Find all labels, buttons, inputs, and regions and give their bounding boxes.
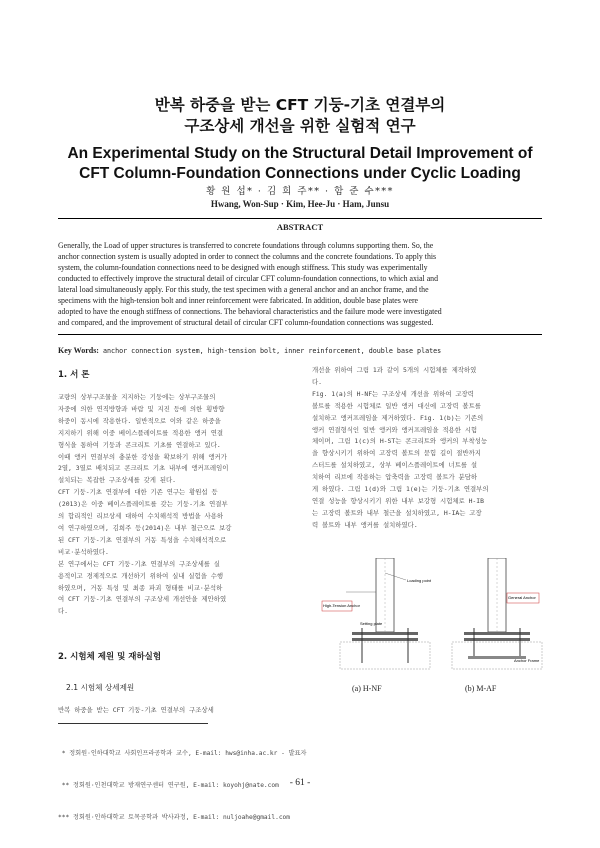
text-line: 여 CFT 기둥-기초 연결부의 구조상세 개선안을 제안하였 (58, 595, 227, 604)
title-english (0, 144, 600, 184)
text-line: 된 CFT 기둥-기초 연결부의 거동 특성을 수치해석적으로 (58, 535, 227, 544)
text-line: 2열, 3열로 배치되고 콘크리트 기초 내부에 앵커프레임이 (58, 464, 229, 473)
title-korean (0, 95, 600, 137)
text-line: CFT 기둥-기초 연결부에 대한 기존 연구는 황원섭 등 (58, 488, 218, 497)
figure-a-h-nf (322, 558, 432, 669)
abstract-body (58, 240, 542, 328)
authors-english: Hwang, Won-Sup · Kim, Hee-Ju · Ham, Junsu (210, 199, 390, 209)
figure-b-m-af (452, 558, 542, 669)
keywords-label: Key Words: (58, 346, 99, 355)
text-line: 체이며, 그림 1(c)의 H-ST는 콘크리트와 앵커의 부착성능 (312, 437, 488, 446)
figure-label-high-tension-anchor: High-Tension Anchor (323, 603, 360, 608)
text-line: Fig. 1(a)의 H-NF는 구조상세 개선을 위하여 고장력 (312, 389, 474, 398)
figure-label-loading-point: Loading point (407, 578, 432, 583)
abstract-line: specimens with the high-tension bolt and inner reinforcement were fabricated. In addition, double base plates were (58, 296, 419, 306)
text-line: 는 고장력 볼트와 내부 철근을 설치하였고, H-IA는 고장 (312, 508, 482, 517)
text-line: 볼트를 적용한 시험체로 일반 앵커 대신에 고장력 볼트를 (312, 401, 481, 410)
text-line: 하중이 동시에 작용한다. 일반적으로 이와 같은 하중을 (58, 416, 221, 425)
figure-caption-a: (a) H-NF (352, 684, 382, 693)
abstract-line: lateral load simultaneously apply. For this study, the test specimen with a general anchor and an anchor frame, and the (58, 285, 429, 295)
figure-label-general-anchor: General Anchor (508, 595, 536, 600)
text-line: 개선을 위하여 그림 1과 같이 5개의 시험체를 제작하였 (312, 366, 477, 374)
abstract-line: and compared, and the improvement of structural detail of circular CFT column-foundation connections was suggested. (58, 318, 434, 328)
text-line: 치하여 리브에 작용하는 압축력을 고장력 볼트가 분담하 (312, 473, 478, 482)
abstract-bottom-rule (58, 334, 542, 335)
section-2-title: 2. 시험체 제원 및 재하실험 (58, 652, 162, 662)
footnote-rule (58, 723, 208, 724)
figure-caption-b: (b) M-AF (465, 684, 497, 693)
text-line: 하였으며, 거동 특성 및 최종 파괴 형태를 비교·분석하 (58, 583, 223, 592)
abstract-line: anchor connection system is usually adopted in order to connect the columns and the concrete foundations. To apply this (58, 252, 437, 262)
authors-korean: 황 원 섭* · 김 희 주** · 함 준 수*** (206, 186, 394, 197)
text-line: 연결 성능을 향상시키기 위한 내부 보강형 시험체로 H-IB (312, 496, 484, 505)
text-line: 다. (312, 377, 323, 386)
title-english-line-1: An Experimental Study on the Structural Detail Improvement of (67, 145, 533, 162)
text-line: 앵커 연결형식인 일반 앵커와 앵커프레임을 적용한 시험 (312, 425, 478, 434)
left-column-last-line: 반복 하중을 받는 CFT 기둥-기초 연결부의 구조상세 (58, 706, 214, 714)
title-english-line-2: CFT Column-Foundation Connections under Cyclic Loading (79, 165, 521, 182)
footnote-3: *** 정회원·인하대학교 토목공학과 박사과정, E-mail: nuljoahe@gmail.com (58, 813, 290, 821)
title-korean-line-2: 구조상세 개선을 위한 실험적 연구 (184, 117, 416, 135)
footnote-1: * 정회원·인하대학교 사회인프라공학과 교수, E-mail: hws@inha.ac.kr - 발표자 (58, 750, 307, 758)
text-line: 비교·분석하였다. (58, 547, 109, 556)
abstract-line: system, the column-foundation connections need to be designed with enough stiffness. This study was experimentally (58, 263, 428, 273)
text-line: 지지하기 위해 이중 베이스플레이트를 적용한 앵커 연결 (58, 428, 224, 437)
abstract-line: conducted to effectively improve the structural detail of circular CFT column-foundation connections, to which axial and (58, 274, 439, 284)
text-line: 이때 앵커 연결부의 충분한 강성을 확보하기 위해 앵커가 (58, 452, 227, 461)
figure-label-anchor-frame: Anchor Frame (514, 658, 540, 663)
text-line: 게 하였다. 그림 1(d)와 그림 1(e)는 기둥-기초 연결부의 (312, 485, 489, 494)
text-line: 력 볼트와 내부 앵커를 설치하였다. (312, 520, 418, 529)
keywords (58, 346, 542, 355)
text-line: 여 연구하였으며, 김희주 등(2014)은 내부 철근으로 보강 (58, 523, 232, 532)
text-line: 의 합리적인 리브상세 대하여 수치해석적 방법을 사용하 (58, 512, 224, 521)
text-line: 을 향상시키기 위하여 고장력 볼트의 묻힘 길이 절반까지 (312, 449, 481, 458)
abstract-top-rule (58, 218, 542, 219)
page-number: - 61 - (289, 778, 311, 788)
figure-specimens (312, 558, 544, 678)
text-line: 설치되는 복잡한 구조상세를 갖게 된다. (58, 476, 177, 485)
abstract-line: adopted to have the enough stiffness of connections. The behavioral characteristics and the failure mode were investigated (58, 307, 442, 317)
text-line: 스터드를 설치하였고, 상부 베이스플레이트에 너트를 설 (312, 461, 478, 470)
text-line: 교량의 상부구조물을 지지하는 기둥에는 상부구조물의 (58, 393, 216, 401)
text-line: 다. (58, 607, 69, 616)
text-line: (2013)은 이중 베이스플레이트를 갖는 기둥-기초 연결부 (58, 500, 228, 509)
right-column-text (312, 365, 544, 532)
title-korean-line-1: 반복 하중을 받는 CFT 기둥-기초 연결부의 (154, 96, 446, 114)
section-2-1-title: 2.1 시험체 상세제원 (66, 683, 135, 692)
abstract-heading: ABSTRACT (276, 222, 324, 232)
text-line: 설치하고 앵커프레임을 제거하였다. Fig. 1(b)는 기존의 (312, 413, 484, 422)
section-1-title: 1. 서 론 (58, 370, 90, 380)
text-line: 자중에 의한 연직방향과 바람 및 지진 등에 의한 횡방향 (58, 404, 225, 413)
text-line: 용적이고 경제적으로 개선하기 위하여 실내 실험을 수행 (58, 571, 224, 580)
figure-label-setting-plate: Setting plate (360, 621, 383, 626)
text-line: 본 연구에서는 CFT 기둥-기초 연결부의 구조상세를 실 (58, 559, 220, 568)
keywords-text: anchor connection system, high-tension bolt, inner reinforcement, double base plates (103, 347, 442, 355)
abstract-line: Generally, the Load of upper structures is transferred to concrete foundations through columns supporting them. So, the (58, 241, 434, 250)
left-column-text (58, 392, 292, 618)
footnote-2: ** 정회원·인천대학교 방재연구센터 연구원, E-mail: koyohj@nate.com (58, 781, 279, 789)
text-line: 형식을 통하여 기둥과 콘크리트 기초를 연결하고 있다. (58, 440, 221, 449)
